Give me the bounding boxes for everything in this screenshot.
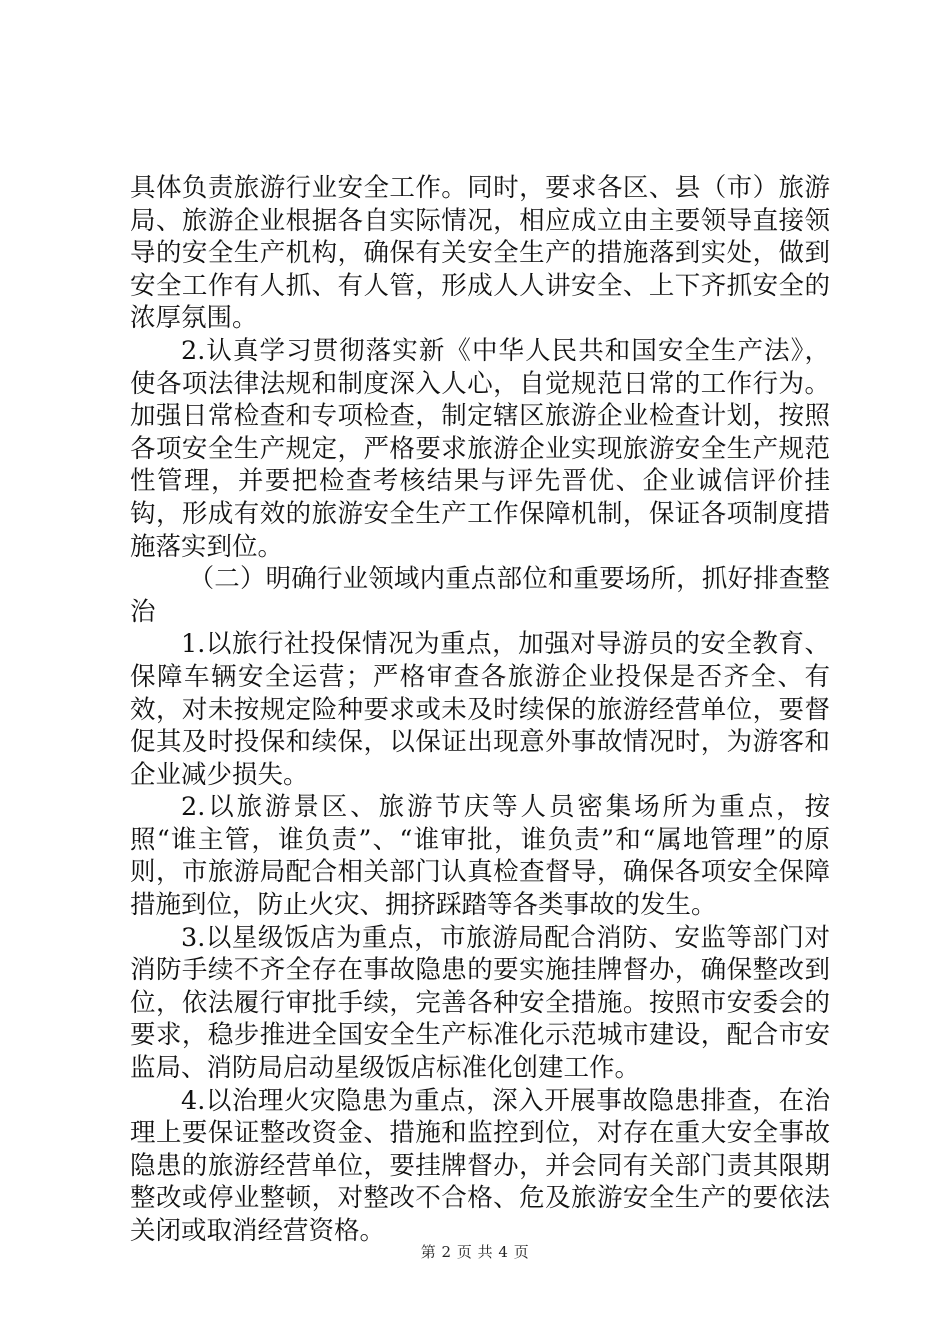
document-body xyxy=(130,172,830,1248)
paragraph-item-1-travel-agency: 1.以旅行社投保情况为重点，加强对导游员的安全教育、保障车辆安全运营；严格审查各旅游企业投保是否齐全、有效，对未按规定险种要求或未及时续保的旅游经营单位，要督促其及时投保和续保，以保证出现意外事故情况时，为游客和企业减少损失。 xyxy=(130,629,830,790)
page-number-label: 第 2 页 共 4 页 xyxy=(420,1243,530,1261)
page-footer xyxy=(0,1242,950,1262)
paragraph-item-3-star-hotels: 3.以星级饭店为重点，市旅游局配合消防、安监等部门对消防手续不齐全存在事故隐患的要实施挂牌督办，确保整改到位，依法履行审批手续，完善各种安全措施。按照市安委会的要求，稳步推进全国安全生产标准化示范城市建设，配合市安监局、消防局启动星级饭店标准化创建工作。 xyxy=(130,922,830,1084)
paragraph-item-2-law-study: 2.认真学习贯彻落实新《中华人民共和国安全生产法》，使各项法律法规和制度深入人心，自觉规范日常的工作行为。加强日常检查和专项检查，制定辖区旅游企业检查计划，按照各项安全生产规定，严格要求旅游企业实现旅游安全生产规范性管理，并要把检查考核结果与评先晋优、企业诚信评价挂钩，形成有效的旅游安全生产工作保障机制，保证各项制度措施落实到位。 xyxy=(130,335,830,562)
paragraph-item-4-fire-hazards: 4.以治理火灾隐患为重点，深入开展事故隐患排查，在治理上要保证整改资金、措施和监控到位，对存在重大安全事故隐患的旅游经营单位，要挂牌督办，并会同有关部门责其限期整改或停业整顿，对整改不合格、危及旅游安全生产的要依法关闭或取消经营资格。 xyxy=(130,1085,830,1246)
section-heading-two: （二）明确行业领域内重点部位和重要场所，抓好排查整治 xyxy=(130,564,830,627)
paragraph-item-2-scenic-areas: 2.以旅游景区、旅游节庆等人员密集场所为重点，按照“谁主管，谁负责”、“谁审批，谁负责”和“属地管理”的原则，市旅游局配合相关部门认真检查督导，确保各项安全保障措施到位，防止火灾、拥挤踩踏等各类事故的发生。 xyxy=(130,792,830,921)
paragraph-continuation: 具体负责旅游行业安全工作。同时，要求各区、县（市）旅游局、旅游企业根据各自实际情况，相应成立由主要领导直接领导的安全生产机构，确保有关安全生产的措施落到实处，做到安全工作有人抓、有人管，形成人人讲安全、上下齐抓安全的浓厚氛围。 xyxy=(130,173,830,334)
